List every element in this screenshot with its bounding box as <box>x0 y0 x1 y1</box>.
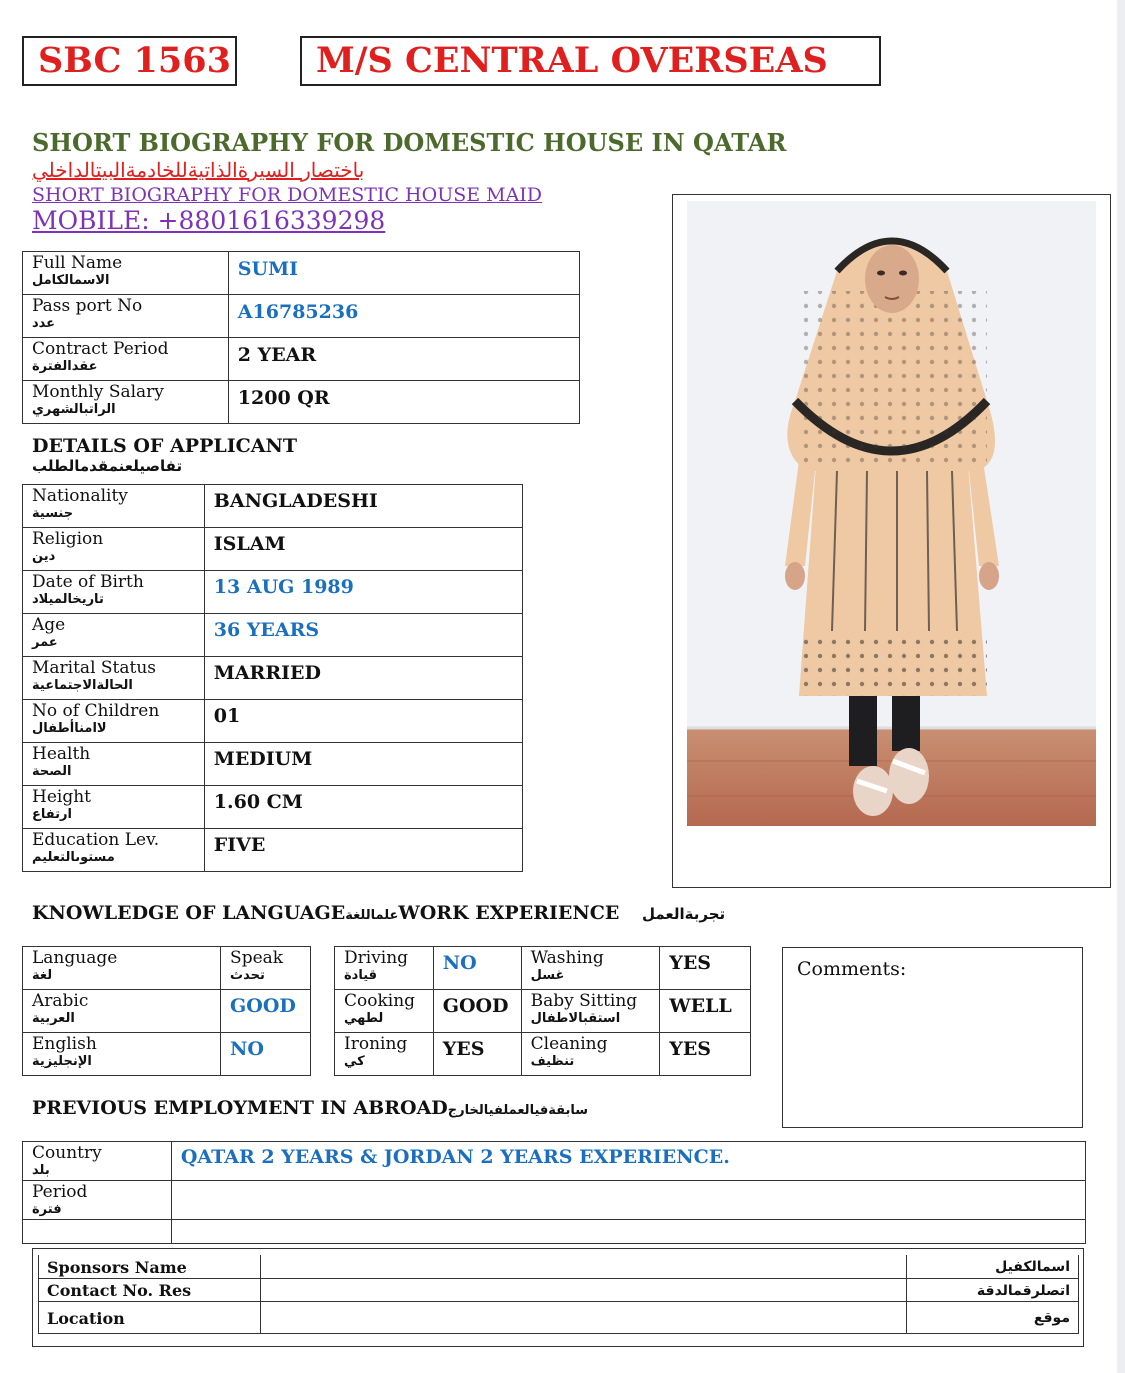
period-label: Period <box>32 1182 88 1202</box>
details-value: MEDIUM <box>213 748 313 770</box>
language-work-heading <box>32 902 725 924</box>
work-skill-label: Washing <box>530 948 604 968</box>
speak-label-ar: تحدث <box>230 968 265 983</box>
details-row <box>23 743 523 786</box>
basic-value: 1200 QR <box>237 387 330 409</box>
language-label-ar: لغة <box>32 968 53 983</box>
work-skill-value: YES <box>669 1038 712 1060</box>
speak-label: Speak <box>230 948 284 968</box>
details-label-cell <box>23 743 205 786</box>
details-value-cell <box>204 485 522 528</box>
details-row <box>23 700 523 743</box>
details-label-ar: ارتفاع <box>32 807 72 822</box>
main-title: SHORT BIOGRAPHY FOR DOMESTIC HOUSE IN QATAR <box>32 128 787 157</box>
details-value-cell <box>204 528 522 571</box>
details-value: 13 AUG 1989 <box>213 576 354 598</box>
work-heading-ar: تجربةالعمل <box>641 905 726 923</box>
details-heading-ar: تفاصيلعنمقدمالطلب <box>32 457 183 475</box>
work-experience-table <box>334 946 751 1076</box>
details-row <box>23 485 523 528</box>
work-skill-label: Ironing <box>344 1034 408 1054</box>
details-value-cell <box>204 571 522 614</box>
mobile-number: MOBILE: +8801616339298 <box>32 206 386 235</box>
details-value: BANGLADESHI <box>213 490 378 512</box>
details-row <box>23 657 523 700</box>
details-value: 36 YEARS <box>213 619 320 641</box>
details-value-cell <box>204 743 522 786</box>
work-skill-value-cell <box>433 990 521 1033</box>
sponsor-value[interactable] <box>261 1301 907 1333</box>
work-skill-label-ar: لطهي <box>344 1011 384 1026</box>
agency-name-box <box>300 36 881 86</box>
basic-value-cell <box>228 252 579 295</box>
details-label: Health <box>32 744 91 764</box>
work-skill-value: NO <box>442 952 477 974</box>
language-table <box>22 946 311 1076</box>
language-heading-ar: علماللغة <box>345 908 399 923</box>
arabic-title: باختصار السيرةالذاتيةللخادمةالبيتالداخلي <box>32 158 365 182</box>
details-value: FIVE <box>213 834 266 856</box>
details-label: Education Lev. <box>32 830 160 850</box>
details-label-ar: دين <box>32 549 56 564</box>
details-heading-en: DETAILS OF APPLICANT <box>32 435 297 457</box>
details-label: Marital Status <box>32 658 157 678</box>
language-row <box>23 990 311 1033</box>
details-value-cell <box>204 700 522 743</box>
details-value: 01 <box>213 705 241 727</box>
basic-label-cell <box>23 381 229 424</box>
sponsor-label-ar: اسمالكفيل <box>907 1255 1079 1278</box>
basic-label: Contract Period <box>32 339 169 359</box>
basic-label-ar: الاسمالكامل <box>32 273 110 288</box>
sponsor-value[interactable] <box>261 1278 907 1301</box>
language-label-ar: الإنجليزية <box>32 1054 92 1069</box>
language-label-cell <box>23 1033 221 1076</box>
work-skill-label: Driving <box>344 948 409 968</box>
basic-label-ar: عدد <box>32 316 56 331</box>
basic-label-cell <box>23 252 229 295</box>
applicant-photo <box>687 201 1096 826</box>
basic-value: SUMI <box>237 258 299 280</box>
sponsor-label: Location <box>39 1301 261 1333</box>
sponsor-row <box>39 1255 1079 1278</box>
basic-label-cell <box>23 338 229 381</box>
sponsor-label: Contact No. Res <box>39 1278 261 1301</box>
applicant-photo-illustration <box>687 201 1096 826</box>
basic-row <box>23 252 580 295</box>
language-heading-en: KNOWLEDGE OF LANGUAGE <box>32 902 346 924</box>
previous-employment-heading <box>32 1097 588 1119</box>
work-heading-en: WORK EXPERIENCE <box>398 902 620 924</box>
comments-box[interactable] <box>782 947 1083 1128</box>
details-label-ar: مستوىالتعليم <box>32 850 115 865</box>
details-label: No of Children <box>32 701 160 721</box>
details-value-cell <box>204 786 522 829</box>
details-row <box>23 614 523 657</box>
work-skill-cell <box>521 990 660 1033</box>
work-skill-label-ar: تنظيف <box>530 1054 575 1069</box>
basic-value-cell <box>228 381 579 424</box>
details-row <box>23 829 523 872</box>
language-value-cell <box>221 947 311 990</box>
language-label: Arabic <box>32 991 89 1011</box>
sponsor-row <box>39 1301 1079 1333</box>
details-label: Height <box>32 787 91 807</box>
details-label: Religion <box>32 529 104 549</box>
details-label-cell <box>23 786 205 829</box>
language-label: Language <box>32 948 118 968</box>
language-value: NO <box>230 1038 264 1060</box>
basic-value: A16785236 <box>237 301 359 323</box>
language-row <box>23 947 311 990</box>
details-label-cell <box>23 528 205 571</box>
work-skill-label-ar: قيادة <box>344 968 378 983</box>
details-value: MARRIED <box>213 662 321 684</box>
language-label-cell <box>23 947 221 990</box>
sponsor-label-ar: اتصلرقمالدقة <box>907 1278 1079 1301</box>
work-skill-cell <box>335 947 434 990</box>
details-value-cell <box>204 657 522 700</box>
basic-value-cell <box>228 338 579 381</box>
language-label-ar: العربية <box>32 1011 75 1026</box>
period-row <box>23 1181 1086 1220</box>
details-label-cell <box>23 829 205 872</box>
work-row <box>335 947 751 990</box>
details-label-cell <box>23 614 205 657</box>
comments-label: Comments: <box>797 958 907 980</box>
details-label-ar: تاريخالميلاد <box>32 592 104 607</box>
empty-row <box>23 1220 1086 1244</box>
work-skill-label: Baby Sitting <box>530 991 638 1011</box>
details-label: Date of Birth <box>32 572 144 592</box>
details-label-cell <box>23 657 205 700</box>
basic-label-ar: الراتبالشهري <box>32 402 116 417</box>
work-skill-label: Cooking <box>344 991 416 1011</box>
sponsor-row <box>39 1278 1079 1301</box>
country-label: Country <box>32 1143 102 1163</box>
details-value: ISLAM <box>213 533 286 555</box>
details-label-cell <box>23 485 205 528</box>
experience-value: QATAR 2 YEARS & JORDAN 2 YEARS EXPERIENCE. <box>180 1146 730 1168</box>
work-skill-cell <box>335 990 434 1033</box>
basic-info-table <box>22 251 580 424</box>
details-row <box>23 786 523 829</box>
period-value <box>171 1181 1085 1220</box>
page-edge <box>1117 0 1125 1373</box>
work-skill-value-cell <box>660 947 751 990</box>
sub-title: SHORT BIOGRAPHY FOR DOMESTIC HOUSE MAID <box>32 184 543 206</box>
basic-label-cell <box>23 295 229 338</box>
work-skill-cell <box>521 1033 660 1076</box>
work-skill-value-cell <box>660 990 751 1033</box>
language-value-cell <box>221 990 311 1033</box>
details-row <box>23 571 523 614</box>
details-value-cell <box>204 829 522 872</box>
work-skill-value: YES <box>669 952 712 974</box>
details-heading <box>32 435 297 475</box>
details-label-ar: الحالةالاجتماعية <box>32 678 133 693</box>
reference-code-box <box>22 36 237 86</box>
work-skill-value-cell <box>660 1033 751 1076</box>
country-row <box>23 1142 1086 1181</box>
work-skill-value: YES <box>442 1038 485 1060</box>
work-skill-value: GOOD <box>442 995 509 1017</box>
previous-employment-table <box>22 1141 1086 1244</box>
sponsor-table <box>38 1255 1079 1334</box>
previous-heading-en: PREVIOUS EMPLOYMENT IN ABROAD <box>32 1097 448 1119</box>
details-value: 1.60 CM <box>213 791 303 813</box>
language-value: GOOD <box>230 995 296 1017</box>
details-label-cell <box>23 571 205 614</box>
sponsor-label: Sponsors Name <box>39 1255 261 1278</box>
period-label-ar: فترة <box>32 1202 62 1217</box>
details-label-cell <box>23 700 205 743</box>
agency-name: M/S CENTRAL OVERSEAS <box>316 40 828 81</box>
country-label-ar: بلد <box>32 1163 50 1178</box>
applicant-details-table <box>22 484 523 872</box>
details-label-ar: عمر <box>32 635 58 650</box>
work-row <box>335 990 751 1033</box>
basic-value-cell <box>228 295 579 338</box>
basic-label: Monthly Salary <box>32 382 164 402</box>
basic-value: 2 YEAR <box>237 344 317 366</box>
details-value-cell <box>204 614 522 657</box>
reference-code: SBC 1563 <box>38 40 231 81</box>
work-skill-cell <box>335 1033 434 1076</box>
language-label-cell <box>23 990 221 1033</box>
sponsor-label-ar: موقع <box>907 1301 1079 1333</box>
sponsor-value[interactable] <box>261 1255 907 1278</box>
previous-heading-ar: سابقةفيالعملفيالخارج <box>447 1103 589 1118</box>
basic-row <box>23 381 580 424</box>
language-value-cell <box>221 1033 311 1076</box>
work-skill-value-cell <box>433 947 521 990</box>
work-skill-label: Cleaning <box>530 1034 608 1054</box>
work-skill-label-ar: كي <box>344 1054 365 1069</box>
basic-label: Pass port No <box>32 296 143 316</box>
details-label-ar: الصحة <box>32 764 72 779</box>
details-label-ar: لاامناأطفال <box>32 721 107 736</box>
details-label: Age <box>32 615 66 635</box>
language-label: English <box>32 1034 97 1054</box>
work-row <box>335 1033 751 1076</box>
basic-row <box>23 295 580 338</box>
work-skill-label-ar: غسل <box>530 968 565 983</box>
details-row <box>23 528 523 571</box>
work-skill-cell <box>521 947 660 990</box>
basic-row <box>23 338 580 381</box>
details-label: Nationality <box>32 486 128 506</box>
details-label-ar: جنسية <box>32 506 74 521</box>
work-skill-label-ar: استقبالاطفال <box>530 1011 621 1026</box>
basic-label-ar: عقدالفترة <box>32 359 98 374</box>
language-row <box>23 1033 311 1076</box>
work-skill-value: WELL <box>669 995 732 1017</box>
work-skill-value-cell <box>433 1033 521 1076</box>
basic-label: Full Name <box>32 253 123 273</box>
